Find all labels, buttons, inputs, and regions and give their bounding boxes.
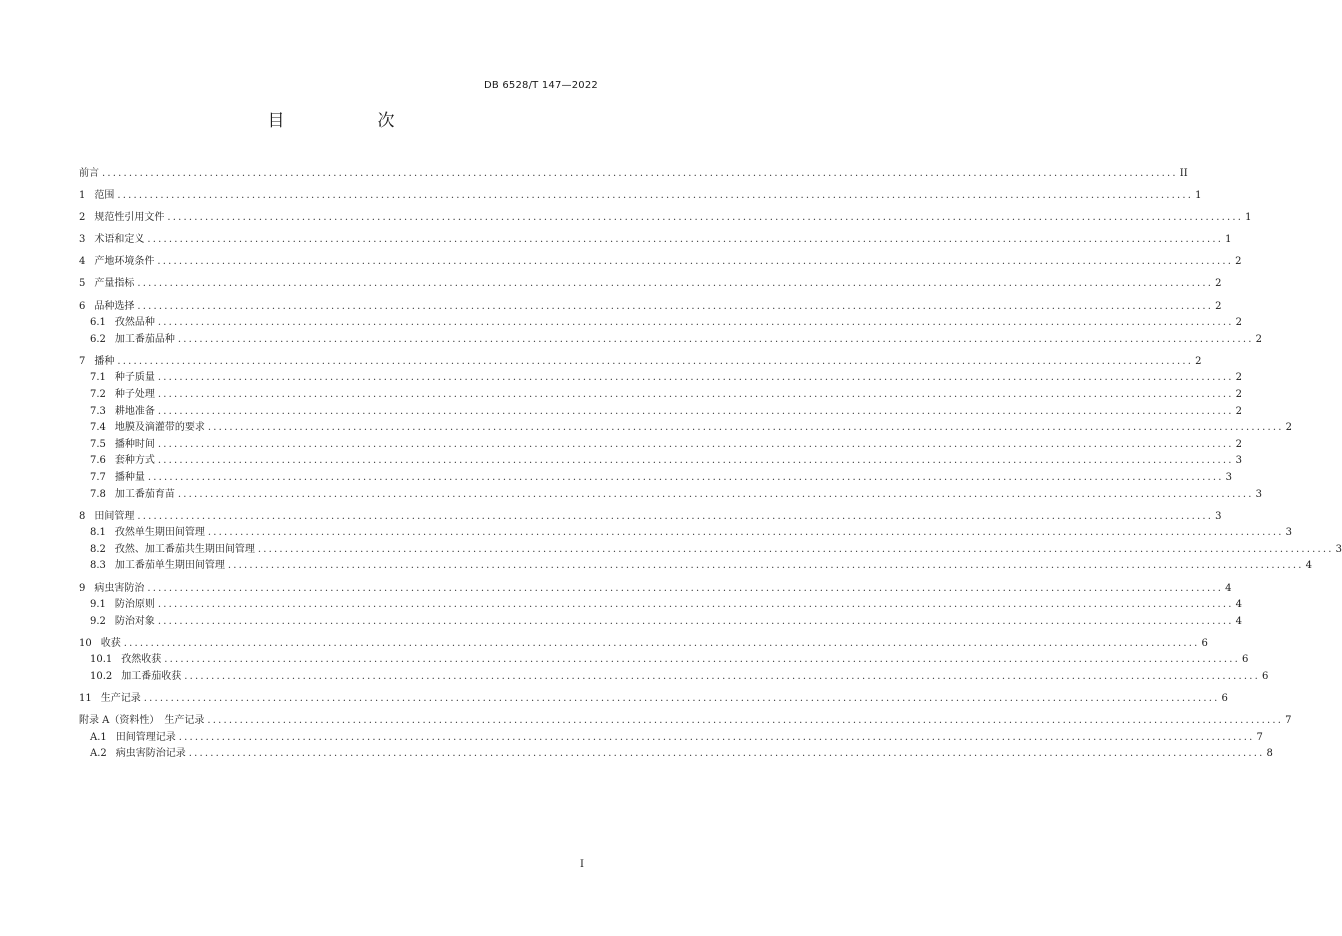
toc-entry-page: 4	[1305, 560, 1313, 572]
toc-entry-text: 病虫害防治记录	[115, 748, 186, 760]
toc-entry-number: 1	[79, 190, 86, 202]
toc-entry-page: 6	[1242, 654, 1249, 666]
toc-entry-page: 3	[1335, 543, 1342, 555]
toc-entry-text: 种子处理	[114, 389, 155, 401]
toc-dot-leader: ........................................................................................................................................................................................................	[177, 333, 1254, 345]
toc-entry-text: 产量指标	[94, 278, 135, 290]
toc-dot-leader: ........................................................................................................................................................................................................	[157, 599, 1234, 611]
toc-entry-number: 4	[79, 256, 86, 268]
toc-entry-page: 3	[1225, 472, 1233, 483]
toc-entry-text: 田间管理	[94, 510, 135, 522]
toc-entry-text: 加工番茄收获	[121, 671, 182, 683]
toc-entry-label	[79, 164, 99, 179]
toc-entry-number: 10	[79, 637, 92, 649]
table-of-contents	[79, 164, 1342, 761]
toc-entry-page: 3	[1215, 510, 1222, 522]
toc-entry[interactable]	[79, 186, 1202, 203]
toc-entry-label	[79, 689, 141, 704]
toc-entry-number: A.2	[90, 748, 107, 760]
standard-code: DB 6528/T 147—2022	[484, 80, 598, 91]
toc-entry-text: 规范性引用文件	[94, 212, 165, 224]
toc-entry[interactable]	[79, 689, 1228, 706]
toc-entry[interactable]	[79, 164, 1188, 181]
toc-dot-leader: ........................................................................................................................................................................................................	[164, 654, 1241, 666]
toc-entry-text: 防治对象	[114, 615, 155, 627]
toc-entry-label	[90, 650, 161, 665]
toc-entry-number: 7.8	[90, 488, 106, 500]
toc-entry[interactable]	[79, 650, 1249, 667]
toc-entry-text: 播种	[94, 355, 115, 367]
toc-entry-number: 7.6	[90, 455, 106, 467]
toc-entry-page: 4	[1235, 615, 1243, 627]
toc-entry-page: 3	[1255, 488, 1263, 500]
toc-entry-page: 2	[1255, 333, 1263, 345]
toc-dot-leader: ........................................................................................................................................................................................................	[257, 543, 1334, 555]
toc-entry-text: 范围	[94, 190, 115, 202]
toc-entry-page: 2	[1235, 256, 1242, 268]
toc-entry-page: 3	[1235, 455, 1243, 467]
toc-entry-text: 加工番茄单生期田间管理	[114, 560, 225, 572]
toc-entry[interactable]	[79, 330, 1263, 347]
toc-entry-number: 7.3	[90, 405, 106, 417]
toc-entry-number: 6.1	[90, 317, 106, 329]
toc-entry-page: 2	[1235, 372, 1243, 384]
toc-entry-label	[90, 595, 155, 610]
toc-entry-number: 7	[79, 355, 86, 367]
toc-entry[interactable]	[79, 451, 1243, 468]
toc-entry[interactable]	[79, 368, 1243, 385]
toc-dot-leader: ........................................................................................................................................................................................................	[157, 438, 1234, 450]
toc-dot-leader: ........................................................................................................................................................................................................	[227, 560, 1304, 572]
toc-entry-number: 8.3	[90, 560, 106, 572]
toc-entry-label	[90, 368, 155, 383]
toc-entry-number: 7.7	[90, 472, 106, 483]
toc-entry-text: 种子质量	[114, 372, 155, 384]
toc-entry-label	[90, 418, 205, 433]
toc-dot-leader: ........................................................................................................................................................................................................	[147, 234, 1224, 246]
toc-entry-label	[90, 402, 155, 417]
toc-entry[interactable]	[79, 540, 1342, 557]
toc-entry[interactable]	[79, 418, 1293, 435]
toc-dot-leader: ........................................................................................................................................................................................................	[157, 372, 1234, 384]
toc-entry-label	[79, 352, 114, 367]
toc-dot-leader: ........................................................................................................................................................................................................	[207, 715, 1284, 727]
toc-entry-text: 播种时间	[114, 438, 155, 450]
toc-entry[interactable]	[79, 579, 1232, 596]
toc-entry-page: 6	[1221, 693, 1228, 705]
toc-entry-text: 耕地准备	[114, 405, 155, 417]
toc-entry-number: 8	[79, 510, 86, 522]
toc-dot-leader: ........................................................................................................................................................................................................	[157, 389, 1234, 401]
toc-entry-label	[79, 230, 144, 245]
toc-entry-number: 9.1	[90, 599, 106, 611]
toc-dot-leader: ........................................................................................................................................................................................................	[184, 671, 1261, 683]
toc-entry-number: 5	[79, 278, 86, 290]
toc-entry-number: 9	[79, 582, 86, 594]
toc-entry-label	[90, 667, 181, 682]
toc-entry-number: 7.5	[90, 438, 106, 450]
toc-dot-leader: ........................................................................................................................................................................................................	[167, 212, 1244, 224]
toc-entry-page: 1	[1195, 190, 1202, 202]
toc-entry-number: 7.4	[90, 422, 106, 434]
toc-entry-number: 10.1	[90, 654, 113, 666]
toc-entry-page: 2	[1235, 317, 1243, 329]
toc-entry[interactable]	[79, 468, 1233, 485]
toc-entry-label	[90, 485, 175, 500]
toc-entry-number: 6	[79, 300, 86, 312]
toc-entry[interactable]	[79, 230, 1232, 247]
toc-entry[interactable]	[79, 297, 1222, 314]
toc-dot-leader: ........................................................................................................................................................................................................	[157, 615, 1234, 627]
toc-entry-text: 孜然、加工番茄共生期田间管理	[114, 543, 255, 555]
toc-entry-page: 7	[1285, 715, 1292, 727]
toc-entry-page: 1	[1245, 212, 1252, 224]
toc-entry-page: 2	[1195, 355, 1202, 367]
toc-entry[interactable]	[79, 352, 1202, 369]
toc-entry-number: 10.2	[90, 671, 113, 683]
toc-entry-text: 孜然收获	[121, 654, 162, 666]
toc-entry[interactable]	[79, 728, 1263, 745]
toc-entry-page: 8	[1266, 748, 1273, 760]
toc-entry-page: 2	[1235, 438, 1243, 450]
toc-entry-text: 加工番茄育苗	[114, 488, 175, 500]
toc-entry[interactable]	[79, 435, 1243, 452]
toc-entry-number: 9.2	[90, 615, 106, 627]
toc-entry[interactable]	[79, 711, 1292, 728]
toc-entry-text: 品种选择	[94, 300, 135, 312]
toc-entry-label	[90, 540, 255, 555]
toc-entry-number: 3	[79, 234, 86, 246]
toc-dot-leader: ........................................................................................................................................................................................................	[157, 405, 1234, 417]
toc-dot-leader: ........................................................................................................................................................................................................	[207, 422, 1284, 434]
toc-entry-text: 孜然品种	[114, 317, 155, 329]
toc-entry[interactable]	[79, 612, 1243, 629]
toc-entry-number: 2	[79, 212, 86, 224]
toc-dot-leader: ........................................................................................................................................................................................................	[123, 637, 1200, 649]
toc-dot-leader: ........................................................................................................................................................................................................	[117, 355, 1194, 367]
toc-entry-text: 播种量	[114, 472, 145, 483]
toc-entry-number: 7.2	[90, 389, 106, 401]
toc-dot-leader: ........................................................................................................................................................................................................	[188, 748, 1265, 760]
toc-dot-leader: ........................................................................................................................................................................................................	[157, 256, 1234, 268]
toc-entry[interactable]	[79, 485, 1263, 502]
toc-entry[interactable]	[79, 385, 1243, 402]
toc-entry[interactable]	[79, 507, 1222, 524]
toc-dot-leader: ........................................................................................................................................................................................................	[207, 527, 1284, 539]
toc-dot-leader: ........................................................................................................................................................................................................	[157, 317, 1234, 329]
page-title: 目 次	[267, 111, 433, 131]
toc-entry[interactable]	[79, 556, 1313, 573]
toc-entry-page: 6	[1262, 671, 1269, 683]
toc-entry-label	[79, 711, 204, 726]
toc-entry[interactable]	[79, 667, 1269, 684]
toc-dot-leader: ........................................................................................................................................................................................................	[147, 472, 1224, 483]
toc-entry-label	[79, 208, 164, 223]
toc-dot-leader: ........................................................................................................................................................................................................	[102, 168, 1178, 179]
toc-entry-page: II	[1179, 168, 1188, 179]
toc-entry-text: 收获	[100, 637, 121, 649]
toc-entry-page: 6	[1201, 637, 1208, 649]
toc-entry-text: 前言	[79, 168, 99, 179]
toc-entry-text: 生产记录	[100, 693, 141, 705]
toc-entry-page: 4	[1225, 582, 1232, 594]
toc-entry-text: 套种方式	[114, 455, 155, 467]
toc-entry[interactable]	[79, 744, 1273, 761]
toc-entry[interactable]	[79, 523, 1293, 540]
toc-entry[interactable]	[79, 208, 1252, 225]
toc-entry-number: 6.2	[90, 333, 106, 345]
toc-dot-leader: ........................................................................................................................................................................................................	[137, 278, 1214, 290]
toc-entry-label	[90, 313, 155, 328]
toc-entry-text: 孜然单生期田间管理	[114, 527, 205, 539]
toc-entry[interactable]	[79, 634, 1208, 651]
toc-entry-page: 3	[1285, 527, 1293, 539]
toc-entry-number: 8.1	[90, 527, 106, 539]
toc-entry-text: 术语和定义	[94, 234, 145, 246]
toc-entry-label	[79, 274, 134, 289]
toc-entry-label	[90, 385, 155, 400]
toc-entry-label	[90, 330, 175, 345]
toc-entry[interactable]	[79, 313, 1243, 330]
toc-entry-page: 4	[1235, 599, 1243, 611]
toc-entry-page: 2	[1235, 389, 1243, 401]
toc-entry-text: 附录 A（资料性） 生产记录	[79, 715, 205, 727]
toc-entry-page: 2	[1235, 405, 1243, 417]
toc-entry-text: 田间管理记录	[115, 731, 176, 743]
toc-dot-leader: ........................................................................................................................................................................................................	[157, 455, 1234, 467]
toc-entry-number: A.1	[90, 731, 107, 743]
page-number: I	[580, 859, 584, 870]
toc-entry-text: 防治原则	[114, 599, 155, 611]
toc-entry-number: 7.1	[90, 372, 106, 384]
toc-entry-text: 产地环境条件	[94, 256, 155, 268]
toc-entry-page: 2	[1215, 300, 1222, 312]
toc-dot-leader: ........................................................................................................................................................................................................	[137, 510, 1214, 522]
toc-entry-text: 病虫害防治	[94, 582, 145, 594]
toc-dot-leader: ........................................................................................................................................................................................................	[178, 731, 1255, 743]
toc-entry-page: 2	[1215, 278, 1222, 290]
toc-entry-label	[79, 186, 114, 201]
toc-entry-page: 7	[1256, 731, 1263, 743]
toc-dot-leader: ........................................................................................................................................................................................................	[117, 190, 1194, 202]
toc-dot-leader: ........................................................................................................................................................................................................	[137, 300, 1214, 312]
toc-entry[interactable]	[79, 402, 1243, 419]
toc-entry-label	[90, 612, 155, 627]
toc-entry[interactable]	[79, 595, 1243, 612]
toc-dot-leader: ........................................................................................................................................................................................................	[143, 693, 1220, 705]
toc-entry-number: 8.2	[90, 543, 106, 555]
toc-entry-label	[79, 634, 121, 649]
toc-entry-page: 2	[1285, 422, 1293, 434]
toc-entry-label	[90, 744, 186, 759]
toc-entry[interactable]	[79, 252, 1242, 269]
toc-entry-text: 地膜及滴灌带的要求	[114, 422, 205, 434]
toc-entry-number: 11	[79, 693, 92, 705]
toc-dot-leader: ........................................................................................................................................................................................................	[147, 582, 1224, 594]
toc-entry[interactable]	[79, 274, 1222, 291]
toc-entry-label	[90, 728, 176, 743]
toc-entry-label	[79, 252, 154, 267]
toc-entry-label	[79, 507, 134, 522]
toc-entry-label	[90, 523, 205, 538]
toc-dot-leader: ........................................................................................................................................................................................................	[177, 488, 1254, 500]
toc-entry-label	[90, 468, 145, 483]
toc-entry-label	[90, 556, 225, 571]
toc-entry-label	[79, 297, 134, 312]
toc-entry-label	[79, 579, 144, 594]
toc-entry-text: 加工番茄品种	[114, 333, 175, 345]
toc-entry-label	[90, 451, 155, 466]
toc-entry-page: 1	[1225, 234, 1232, 246]
toc-entry-label	[90, 435, 155, 450]
